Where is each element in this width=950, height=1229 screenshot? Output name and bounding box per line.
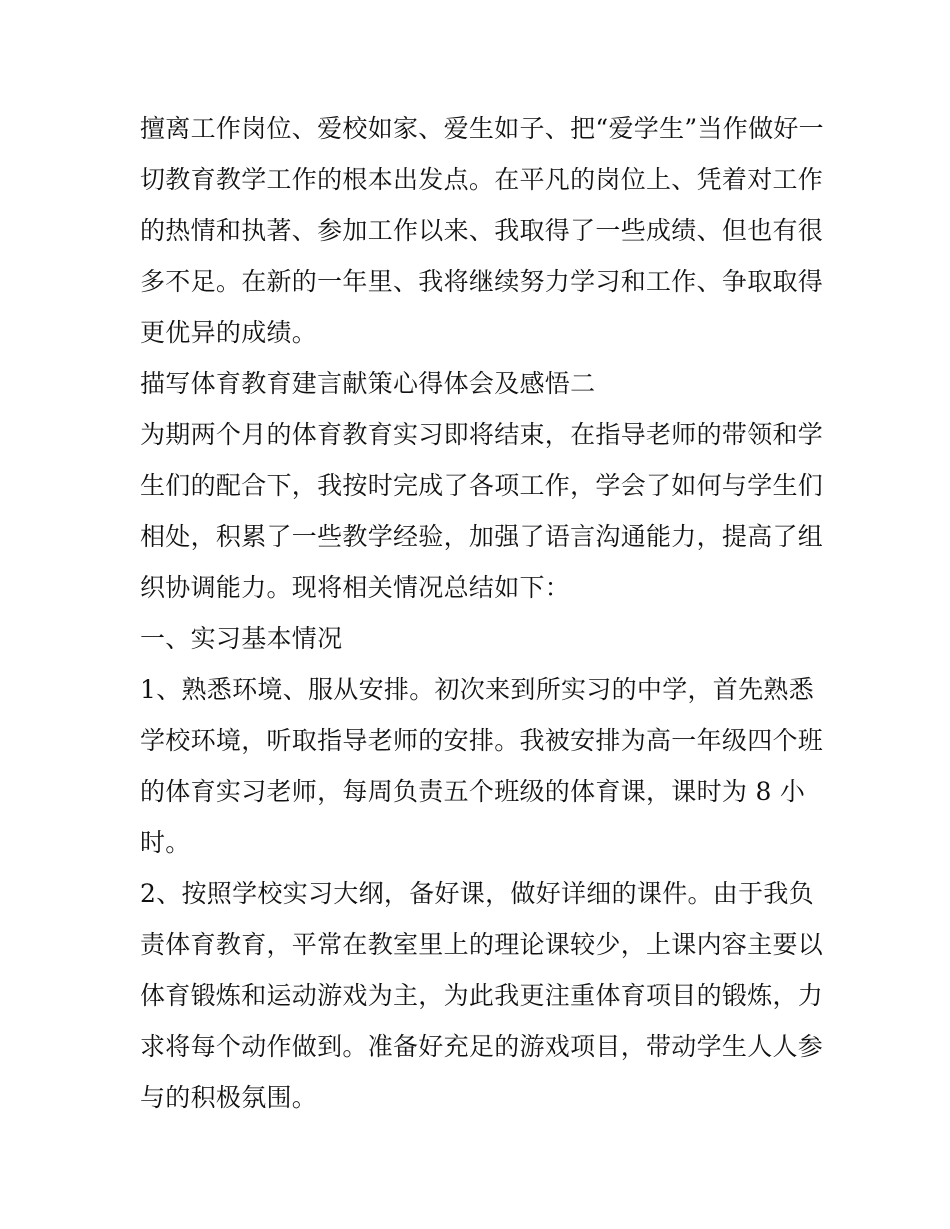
text-line: 2、按照学校实习大纲，备好课，做好详细的课件。由于我负 xyxy=(140,879,815,908)
text-line: 求将每个动作做到。准备好充足的游戏项目，带动学生人人参 xyxy=(140,1032,824,1061)
text-line: 切教育教学工作的根本出发点。在平凡的岗位上、凭着对工作 xyxy=(140,165,824,194)
subsection-heading: 一、实习基本情况 xyxy=(140,624,343,653)
text-line: 擅离工作岗位、爱校如家、爱生如子、把“爱学生”当作做好一 xyxy=(140,114,824,143)
text-line: 责体育教育，平常在教室里上的理论课较少，上课内容主要以 xyxy=(140,930,824,959)
text-line: 学校环境，听取指导老师的安排。我被安排为高一年级四个班 xyxy=(140,726,824,755)
text-line: 的热情和执著、参加工作以来、我取得了一些成绩、但也有很 xyxy=(140,216,824,245)
text-line: 的体育实习老师，每周负责五个班级的体育课，课时为 8 小 xyxy=(140,777,806,806)
text-line: 多不足。在新的一年里、我将继续努力学习和工作、争取取得 xyxy=(140,267,824,296)
text-line: 1、熟悉环境、服从安排。初次来到所实习的中学，首先熟悉 xyxy=(140,675,815,704)
text-line: 体育锻炼和运动游戏为主，为此我更注重体育项目的锻炼，力 xyxy=(140,981,824,1010)
text-line: 相处，积累了一些教学经验，加强了语言沟通能力，提高了组 xyxy=(140,522,824,551)
document-body xyxy=(140,103,824,1123)
text-line: 更优异的成绩。 xyxy=(140,318,318,347)
text-line: 与的积极氛围。 xyxy=(140,1083,318,1112)
text-line: 织协调能力。现将相关情况总结如下： xyxy=(140,573,571,602)
section-heading: 描写体育教育建言献策心得体会及感悟二 xyxy=(140,369,596,398)
text-line: 时。 xyxy=(140,828,191,857)
text-line: 为期两个月的体育教育实习即将结束，在指导老师的带领和学 xyxy=(140,420,824,449)
text-line: 生们的配合下，我按时完成了各项工作，学会了如何与学生们 xyxy=(140,471,824,500)
